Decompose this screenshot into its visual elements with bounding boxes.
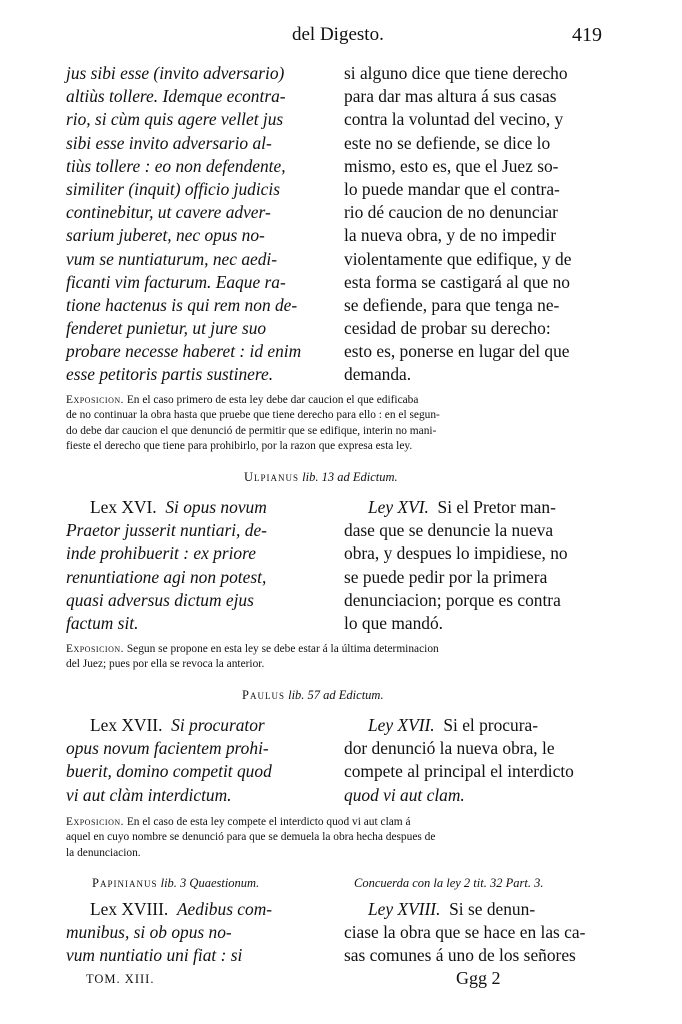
citation-author: Papinianus bbox=[92, 876, 158, 890]
latin-line: tiùs tollere : eo non defendente, bbox=[66, 155, 286, 176]
exposicion-text: aquel en cuyo nombre se denunció para que se demuela la obra hecha despues de bbox=[66, 831, 436, 844]
exposicion-1 bbox=[66, 393, 606, 455]
lex17-latin-column bbox=[66, 714, 328, 807]
exposicion-3 bbox=[66, 815, 606, 861]
lex17-spanish-column bbox=[344, 714, 606, 807]
citation-author: Paulus bbox=[242, 688, 285, 702]
lex18-spanish-column bbox=[344, 898, 606, 968]
citation-papinianus bbox=[92, 876, 259, 891]
spanish-line: rio dé caucion de no denunciar bbox=[344, 202, 558, 223]
latin-line: Si procurator bbox=[171, 715, 265, 735]
spanish-line: Si se denun- bbox=[449, 899, 536, 919]
spanish-line: dor denunció la nueva obra, le bbox=[344, 738, 555, 759]
spanish-line: Si el Pretor man- bbox=[437, 497, 556, 517]
spanish-line: lo que mandó. bbox=[344, 612, 444, 633]
block1-spanish-column bbox=[344, 62, 606, 387]
exposicion-text: En el caso de esta ley compete el interdicto quod vi aut clam á bbox=[126, 816, 411, 828]
lex18-latin-column bbox=[66, 898, 328, 968]
latin-line: sarium juberet, nec opus no- bbox=[66, 225, 265, 246]
spanish-line: dase que se denuncie la nueva bbox=[344, 520, 554, 541]
latin-line: buerit, domino competit quod bbox=[66, 761, 272, 782]
citation-ulpianus bbox=[244, 470, 398, 485]
latin-line: Si opus novum bbox=[165, 497, 267, 517]
latin-line: Praetor jusserit nuntiari, de- bbox=[66, 520, 267, 541]
citation-concordance bbox=[354, 876, 543, 891]
lex-heading: Lex XVII. bbox=[90, 715, 163, 735]
lex-heading: Lex XVIII. bbox=[90, 899, 169, 919]
spanish-line: cesidad de probar su derecho: bbox=[344, 318, 551, 339]
latin-line: vum se nuntiaturum, nec aedi- bbox=[66, 248, 278, 269]
ley-heading: Ley XVII. bbox=[368, 715, 435, 735]
ley-heading: Ley XVI. bbox=[368, 497, 429, 517]
spanish-line: para dar mas altura á sus casas bbox=[344, 86, 557, 107]
spanish-line: ciase la obra que se hace en las ca- bbox=[344, 922, 586, 943]
spanish-line: denunciacion; porque es contra bbox=[344, 589, 561, 610]
spanish-line: se defiende, para que tenga ne- bbox=[344, 294, 560, 315]
citation-paulus bbox=[242, 688, 384, 703]
exposicion-label: Exposicion. bbox=[66, 643, 124, 655]
spanish-line: contra la voluntad del vecino, y bbox=[344, 109, 564, 130]
concordance-text: Concuerda con la ley 2 tit. 32 Part. 3. bbox=[354, 876, 544, 890]
spanish-line: demanda. bbox=[344, 364, 412, 385]
citation-ref: lib. 3 Quaestionum. bbox=[160, 876, 260, 890]
lex-heading: Lex XVI. bbox=[90, 497, 157, 517]
latin-line: inde prohibuerit : ex priore bbox=[66, 543, 256, 564]
latin-line: opus novum facientem prohi- bbox=[66, 738, 269, 759]
lex16-spanish-column bbox=[344, 496, 606, 635]
exposicion-text: la denunciacion. bbox=[66, 846, 141, 859]
latin-line: similiter (inquit) officio judicis bbox=[66, 178, 280, 199]
latin-line: Aedibus com- bbox=[176, 899, 273, 919]
latin-line: munibus, si ob opus no- bbox=[66, 922, 232, 943]
spanish-line: violentamente que edifique, y de bbox=[344, 248, 572, 269]
exposicion-text: de no continuar la obra hasta que pruebe que tiene derecho para ello : en el segun- bbox=[66, 409, 440, 422]
latin-line: renuntiatione agi non potest, bbox=[66, 566, 267, 587]
lex16-latin-column bbox=[66, 496, 328, 635]
latin-line: vi aut clàm interdictum. bbox=[66, 784, 232, 805]
gathering-mark: Ggg 2 bbox=[456, 968, 501, 988]
latin-line: ficanti vim facturum. Eaque ra- bbox=[66, 271, 286, 292]
latin-line: vum nuntiatio uni fiat : si bbox=[66, 945, 243, 966]
latin-line: altiùs tollere. Idemque econtra- bbox=[66, 86, 286, 107]
exposicion-2 bbox=[66, 642, 606, 673]
exposicion-text: do debe dar caucion el que denunció de permitir que se edifique, interin no mani- bbox=[66, 424, 437, 437]
latin-line: jus sibi esse (invito adversario) bbox=[66, 63, 285, 83]
exposicion-text: del Juez; pues por ella se revoca la anterior. bbox=[66, 658, 265, 671]
exposicion-text: En el caso primero de esta ley debe dar caucion el que edificaba bbox=[126, 394, 419, 406]
citation-author: Ulpianus bbox=[244, 470, 300, 484]
exposicion-text: fieste el derecho que tiene para prohibirlo, por la razon que expresa esta ley. bbox=[66, 440, 413, 453]
spanish-line: compete al principal el interdicto bbox=[344, 761, 574, 782]
exposicion-label: Exposicion. bbox=[66, 816, 124, 828]
spanish-line: la nueva obra, y de no impedir bbox=[344, 225, 556, 246]
latin-line: probare necesse haberet : id enim bbox=[66, 341, 302, 362]
ley-heading: Ley XVIII. bbox=[368, 899, 441, 919]
spanish-line: este no se defiende, se dice lo bbox=[344, 132, 551, 153]
running-head bbox=[0, 24, 682, 54]
running-title: del Digesto. bbox=[292, 24, 384, 45]
citation-ref: lib. 57 ad Edictum. bbox=[288, 688, 384, 702]
latin-line: sibi esse invito adversario al- bbox=[66, 132, 272, 153]
latin-line: continebitur, ut cavere adver- bbox=[66, 202, 271, 223]
spanish-line: esta forma se castigará al que no bbox=[344, 271, 570, 292]
latin-line: tione hactenus is qui rem non de- bbox=[66, 294, 298, 315]
citation-ref: lib. 13 ad Edictum. bbox=[302, 470, 398, 484]
latin-line: quasi adversus dictum ejus bbox=[66, 589, 254, 610]
latin-line: fenderet punietur, ut jure suo bbox=[66, 318, 267, 339]
spanish-line: quod vi aut clam. bbox=[344, 784, 465, 805]
spanish-line: obra, y despues lo impidiese, no bbox=[344, 543, 568, 564]
exposicion-label: Exposicion. bbox=[66, 394, 124, 406]
volume-signature: TOM. XIII. bbox=[86, 972, 155, 986]
exposicion-text: Segun se propone en esta ley se debe estar á la última determinacion bbox=[126, 643, 439, 655]
spanish-line: se puede pedir por la primera bbox=[344, 566, 548, 587]
block1-latin-column bbox=[66, 62, 328, 387]
latin-line: rio, si cùm quis agere vellet jus bbox=[66, 109, 284, 130]
spanish-line: mismo, esto es, que el Juez so- bbox=[344, 155, 559, 176]
spanish-line: sas comunes á uno de los señores bbox=[344, 945, 576, 966]
spanish-line: esto es, ponerse en lugar del que bbox=[344, 341, 570, 362]
page-number: 419 bbox=[572, 24, 602, 46]
latin-line: esse petitoris partis sustinere. bbox=[66, 364, 274, 385]
latin-line: factum sit. bbox=[66, 612, 139, 633]
spanish-line: lo puede mandar que el contra- bbox=[344, 178, 560, 199]
spanish-line: Si el procura- bbox=[443, 715, 538, 735]
spanish-line: si alguno dice que tiene derecho bbox=[344, 63, 568, 83]
